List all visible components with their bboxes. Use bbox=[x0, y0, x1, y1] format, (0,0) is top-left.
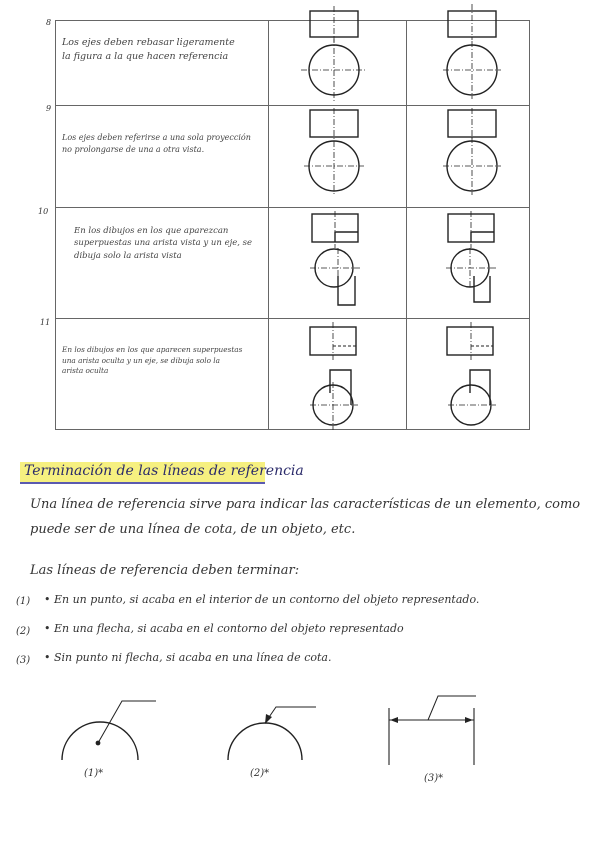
row-11-line-3: arista oculta bbox=[62, 366, 109, 376]
row-11-line-2: una arista oculta y un eje, se dibuja solo la bbox=[62, 355, 220, 365]
row-number-11: 11 bbox=[40, 318, 51, 327]
subtitle: Las líneas de referencia deben terminar: bbox=[30, 563, 300, 578]
intro-line-2: puede ser de una línea de cota, de un objeto, etc. bbox=[30, 522, 356, 537]
row-9-line-2: no prolongarse de una a otra vista. bbox=[62, 144, 205, 154]
row-8-line-1: Los ejes deben rebasar ligeramente bbox=[62, 37, 235, 48]
row-number-10: 10 bbox=[38, 207, 49, 216]
row-8-line-2: la figura a la que hacen referencia bbox=[62, 50, 229, 62]
row-number-9: 9 bbox=[46, 104, 52, 113]
item-1-text: • En un punto, si acaba en el interior de un contorno del objeto representado. bbox=[44, 593, 480, 606]
row-10-line-3: dibuja solo la arista vista bbox=[74, 250, 182, 261]
item-3-text: • Sin punto ni flecha, si acaba en una línea de cota. bbox=[44, 651, 332, 664]
caption-1: (1)* bbox=[84, 768, 104, 779]
item-2-number: (2) bbox=[16, 626, 31, 637]
caption-3: (3)* bbox=[424, 773, 444, 784]
row-10-line-2: superpuestas una arista vista y un eje, se bbox=[74, 238, 253, 249]
intro-line-1: Una línea de referencia sirve para indicar las características de un elemento, como bbox=[30, 497, 581, 512]
example-1-point-termination bbox=[62, 701, 156, 760]
item-2-text: • En una flecha, si acaba en el contorno del objeto representado bbox=[44, 622, 404, 635]
caption-2: (2)* bbox=[250, 768, 270, 779]
example-3-no-terminator bbox=[389, 696, 476, 765]
row-number-8: 8 bbox=[46, 18, 52, 27]
section-heading: Terminación de las líneas de referencia bbox=[24, 463, 304, 479]
row-10-line-1: En los dibujos en los que aparezcan bbox=[74, 226, 229, 236]
item-3-number: (3) bbox=[16, 655, 31, 666]
example-2-arrow-termination bbox=[228, 707, 316, 760]
row-11-line-1: En los dibujos en los que aparecen superpuestas bbox=[62, 345, 243, 354]
row-9-line-1: Los ejes deben referirse a una sola proyección bbox=[62, 133, 251, 142]
item-1-number: (1) bbox=[16, 596, 31, 607]
